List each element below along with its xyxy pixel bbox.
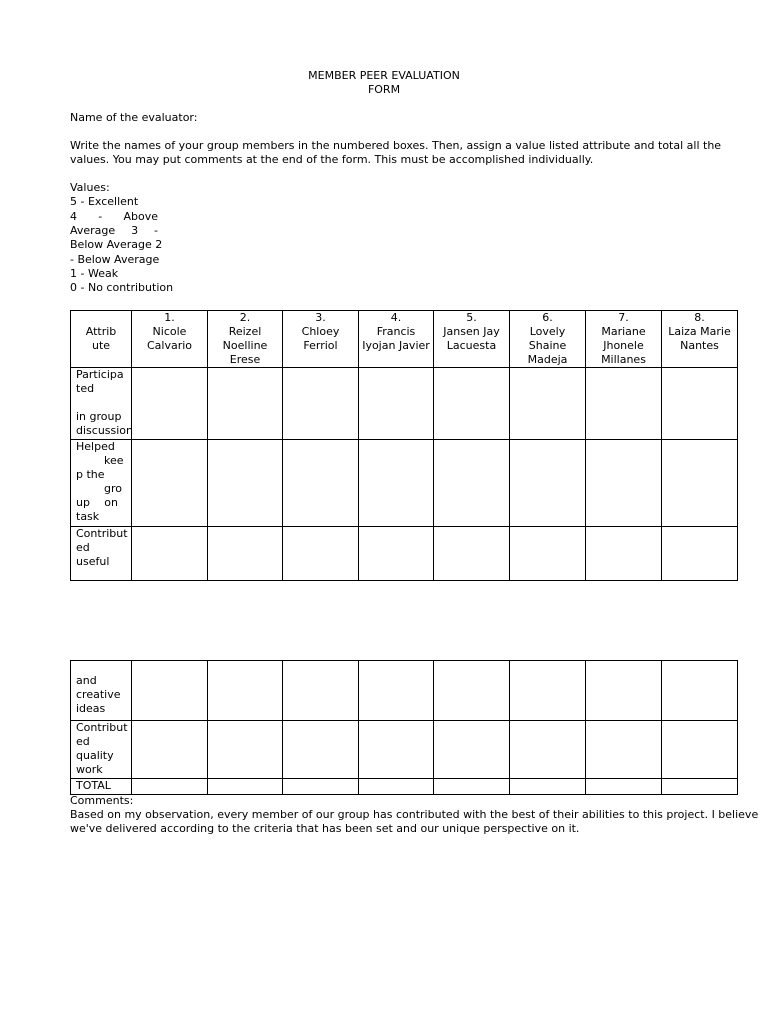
evaluator-label: Name of the evaluator: [70,111,198,124]
score-cell[interactable] [586,721,662,779]
total-row [71,779,738,795]
attribute-text-line: ideas [76,702,106,715]
attribute-text-line: ted [76,382,95,395]
score-cell[interactable] [132,661,208,721]
member-number: 5. [466,311,477,324]
score-cell[interactable] [132,721,208,779]
attribute-text-gap [76,396,131,410]
attribute-row-participated [71,368,738,440]
score-cell[interactable] [359,368,434,440]
member-name-line: Ferriol [303,339,338,352]
value-avg-word: Average [70,224,116,237]
score-cell[interactable] [586,440,662,527]
attribute-text-word: on [104,496,118,509]
value-4-word: Above [123,210,158,223]
score-cell[interactable] [132,368,208,440]
form-title-line2: FORM [367,83,401,96]
value-below-avg-2: Below Average 2 [70,238,163,251]
instructions-line1: Write the names of your group members in the numbered boxes. Then, assign a value listed attribute and total all the [70,139,722,152]
score-cell[interactable] [662,721,738,779]
total-cell[interactable] [208,779,283,795]
score-cell[interactable] [434,527,510,581]
member-header-6 [510,311,586,368]
score-cell[interactable] [359,440,434,527]
member-name-line: Erese [229,353,261,366]
attribute-cell [71,368,132,440]
score-cell[interactable] [662,368,738,440]
attribute-text-line [76,496,118,510]
comments-line2: we've delivered according to the criteria that has been set and our unique perspective on it. [70,822,580,835]
score-cell[interactable] [434,721,510,779]
attribute-text-line: Participa [76,368,124,381]
member-name-line: Laiza Marie [668,325,731,338]
member-name-line: Iyojan Javier [362,339,430,352]
attribute-text-line: gro [104,482,122,495]
score-cell[interactable] [208,527,283,581]
member-name-line: Noelline [222,339,268,352]
total-cell[interactable] [283,779,359,795]
total-cell[interactable] [586,779,662,795]
member-name-line: Reizel [228,325,262,338]
attribute-text-line: Contribut [76,721,128,734]
total-cell[interactable] [510,779,586,795]
evaluation-table [70,310,738,581]
attribute-text-line: kee [104,454,124,467]
score-cell[interactable] [132,527,208,581]
score-cell[interactable] [662,661,738,721]
value-5: 5 - Excellent [70,195,139,208]
member-header-7 [586,311,662,368]
member-name-line: Madeja [527,353,568,366]
attribute-text-line: in group [76,410,122,423]
value-4-dash: - [98,210,103,223]
attribute-text-line: p the [76,468,105,481]
score-cell[interactable] [359,527,434,581]
score-cell[interactable] [586,527,662,581]
total-cell[interactable] [359,779,434,795]
score-cell[interactable] [510,721,586,779]
total-cell[interactable] [662,779,738,795]
value-0: 0 - No contribution [70,281,174,294]
attribute-row-useful [71,527,738,581]
score-cell[interactable] [586,368,662,440]
score-cell[interactable] [434,440,510,527]
member-number: 1. [164,311,175,324]
value-below-avg-line: - Below Average [70,253,160,266]
member-name-line: Francis [376,325,416,338]
value-4-line [70,210,158,224]
form-title-line1: MEMBER PEER EVALUATION [308,69,460,82]
member-name-line: Lacuesta [446,339,497,352]
attribute-text-line: creative [76,688,121,701]
member-name-line: Mariane [601,325,646,338]
attribute-text-line: Helped [76,440,115,453]
score-cell[interactable] [510,527,586,581]
attribute-text-line: quality [76,749,114,762]
member-header-4 [359,311,434,368]
score-cell[interactable] [208,440,283,527]
member-name-line: Millanes [601,353,646,366]
attribute-cell [71,440,132,527]
member-name-line: Chloey [301,325,340,338]
value-4-num: 4 [70,210,77,223]
member-number: 4. [390,311,402,324]
score-cell[interactable] [359,661,434,721]
score-cell[interactable] [208,368,283,440]
member-header-2 [208,311,283,368]
values-heading: Values: [70,181,110,194]
attribute-cell [71,721,132,779]
member-name-line: Jhonele [603,339,644,352]
attribute-row-on-task [71,440,738,527]
member-number: 6. [542,311,553,324]
score-cell[interactable] [586,661,662,721]
attribute-row-quality [71,721,738,779]
attribute-text-word: up [76,496,90,509]
score-cell[interactable] [283,368,359,440]
score-cell[interactable] [283,440,359,527]
member-name-line: Shaine [528,339,567,352]
evaluation-table-continued [70,660,738,795]
value-3-dash: - [154,224,158,237]
attribute-text-line: task [76,510,100,523]
score-cell[interactable] [208,721,283,779]
value-1: 1 - Weak [70,267,119,280]
header-row [71,311,738,368]
attribute-cell [71,661,132,721]
attribute-text-line: ed [76,541,90,554]
attribute-text-line: and [76,674,97,687]
attribute-text-line: Contribut [76,527,128,540]
member-number: 8. [694,311,705,324]
instructions-line2: values. You may put comments at the end of the form. This must be accomplished individually. [70,153,594,166]
member-number: 2. [239,311,251,324]
total-cell[interactable] [434,779,510,795]
member-header-1 [132,311,208,368]
score-cell[interactable] [662,527,738,581]
member-number: 7. [618,311,629,324]
member-number: 3. [315,311,326,324]
score-cell[interactable] [208,661,283,721]
member-header-5 [434,311,510,368]
score-cell[interactable] [434,368,510,440]
member-name-line: Nantes [680,339,719,352]
score-cell[interactable] [510,661,586,721]
member-name-line: Nicole [152,325,187,338]
attribute-text-line: work [76,763,103,776]
attribute-header-line1: Attrib [85,325,117,338]
score-cell[interactable] [662,440,738,527]
member-name-line: Calvario [146,339,193,352]
attribute-header-line2: ute [91,339,111,352]
attribute-header [71,311,132,368]
attribute-text-line: useful [76,555,110,568]
total-cell[interactable] [132,779,208,795]
score-cell[interactable] [510,368,586,440]
attribute-row-creative [71,661,738,721]
attribute-text-line: ed [76,735,90,748]
total-label: TOTAL [71,779,132,795]
comments-label: Comments: [70,794,134,807]
member-name-line: Lovely [529,325,566,338]
score-cell[interactable] [434,661,510,721]
attribute-text-line: discussion [76,424,134,437]
score-cell[interactable] [283,721,359,779]
score-cell[interactable] [132,440,208,527]
score-cell[interactable] [283,661,359,721]
attribute-cell [71,527,132,581]
value-3-line [70,224,158,238]
score-cell[interactable] [283,527,359,581]
member-header-3 [283,311,359,368]
comments-line1: Based on my observation, every member of our group has contributed with the best of their abilities to this project. I believe [70,808,759,821]
score-cell[interactable] [359,721,434,779]
member-name-line: Jansen Jay [443,325,500,338]
member-header-8 [662,311,738,368]
value-3-num: 3 [131,224,139,237]
score-cell[interactable] [510,440,586,527]
